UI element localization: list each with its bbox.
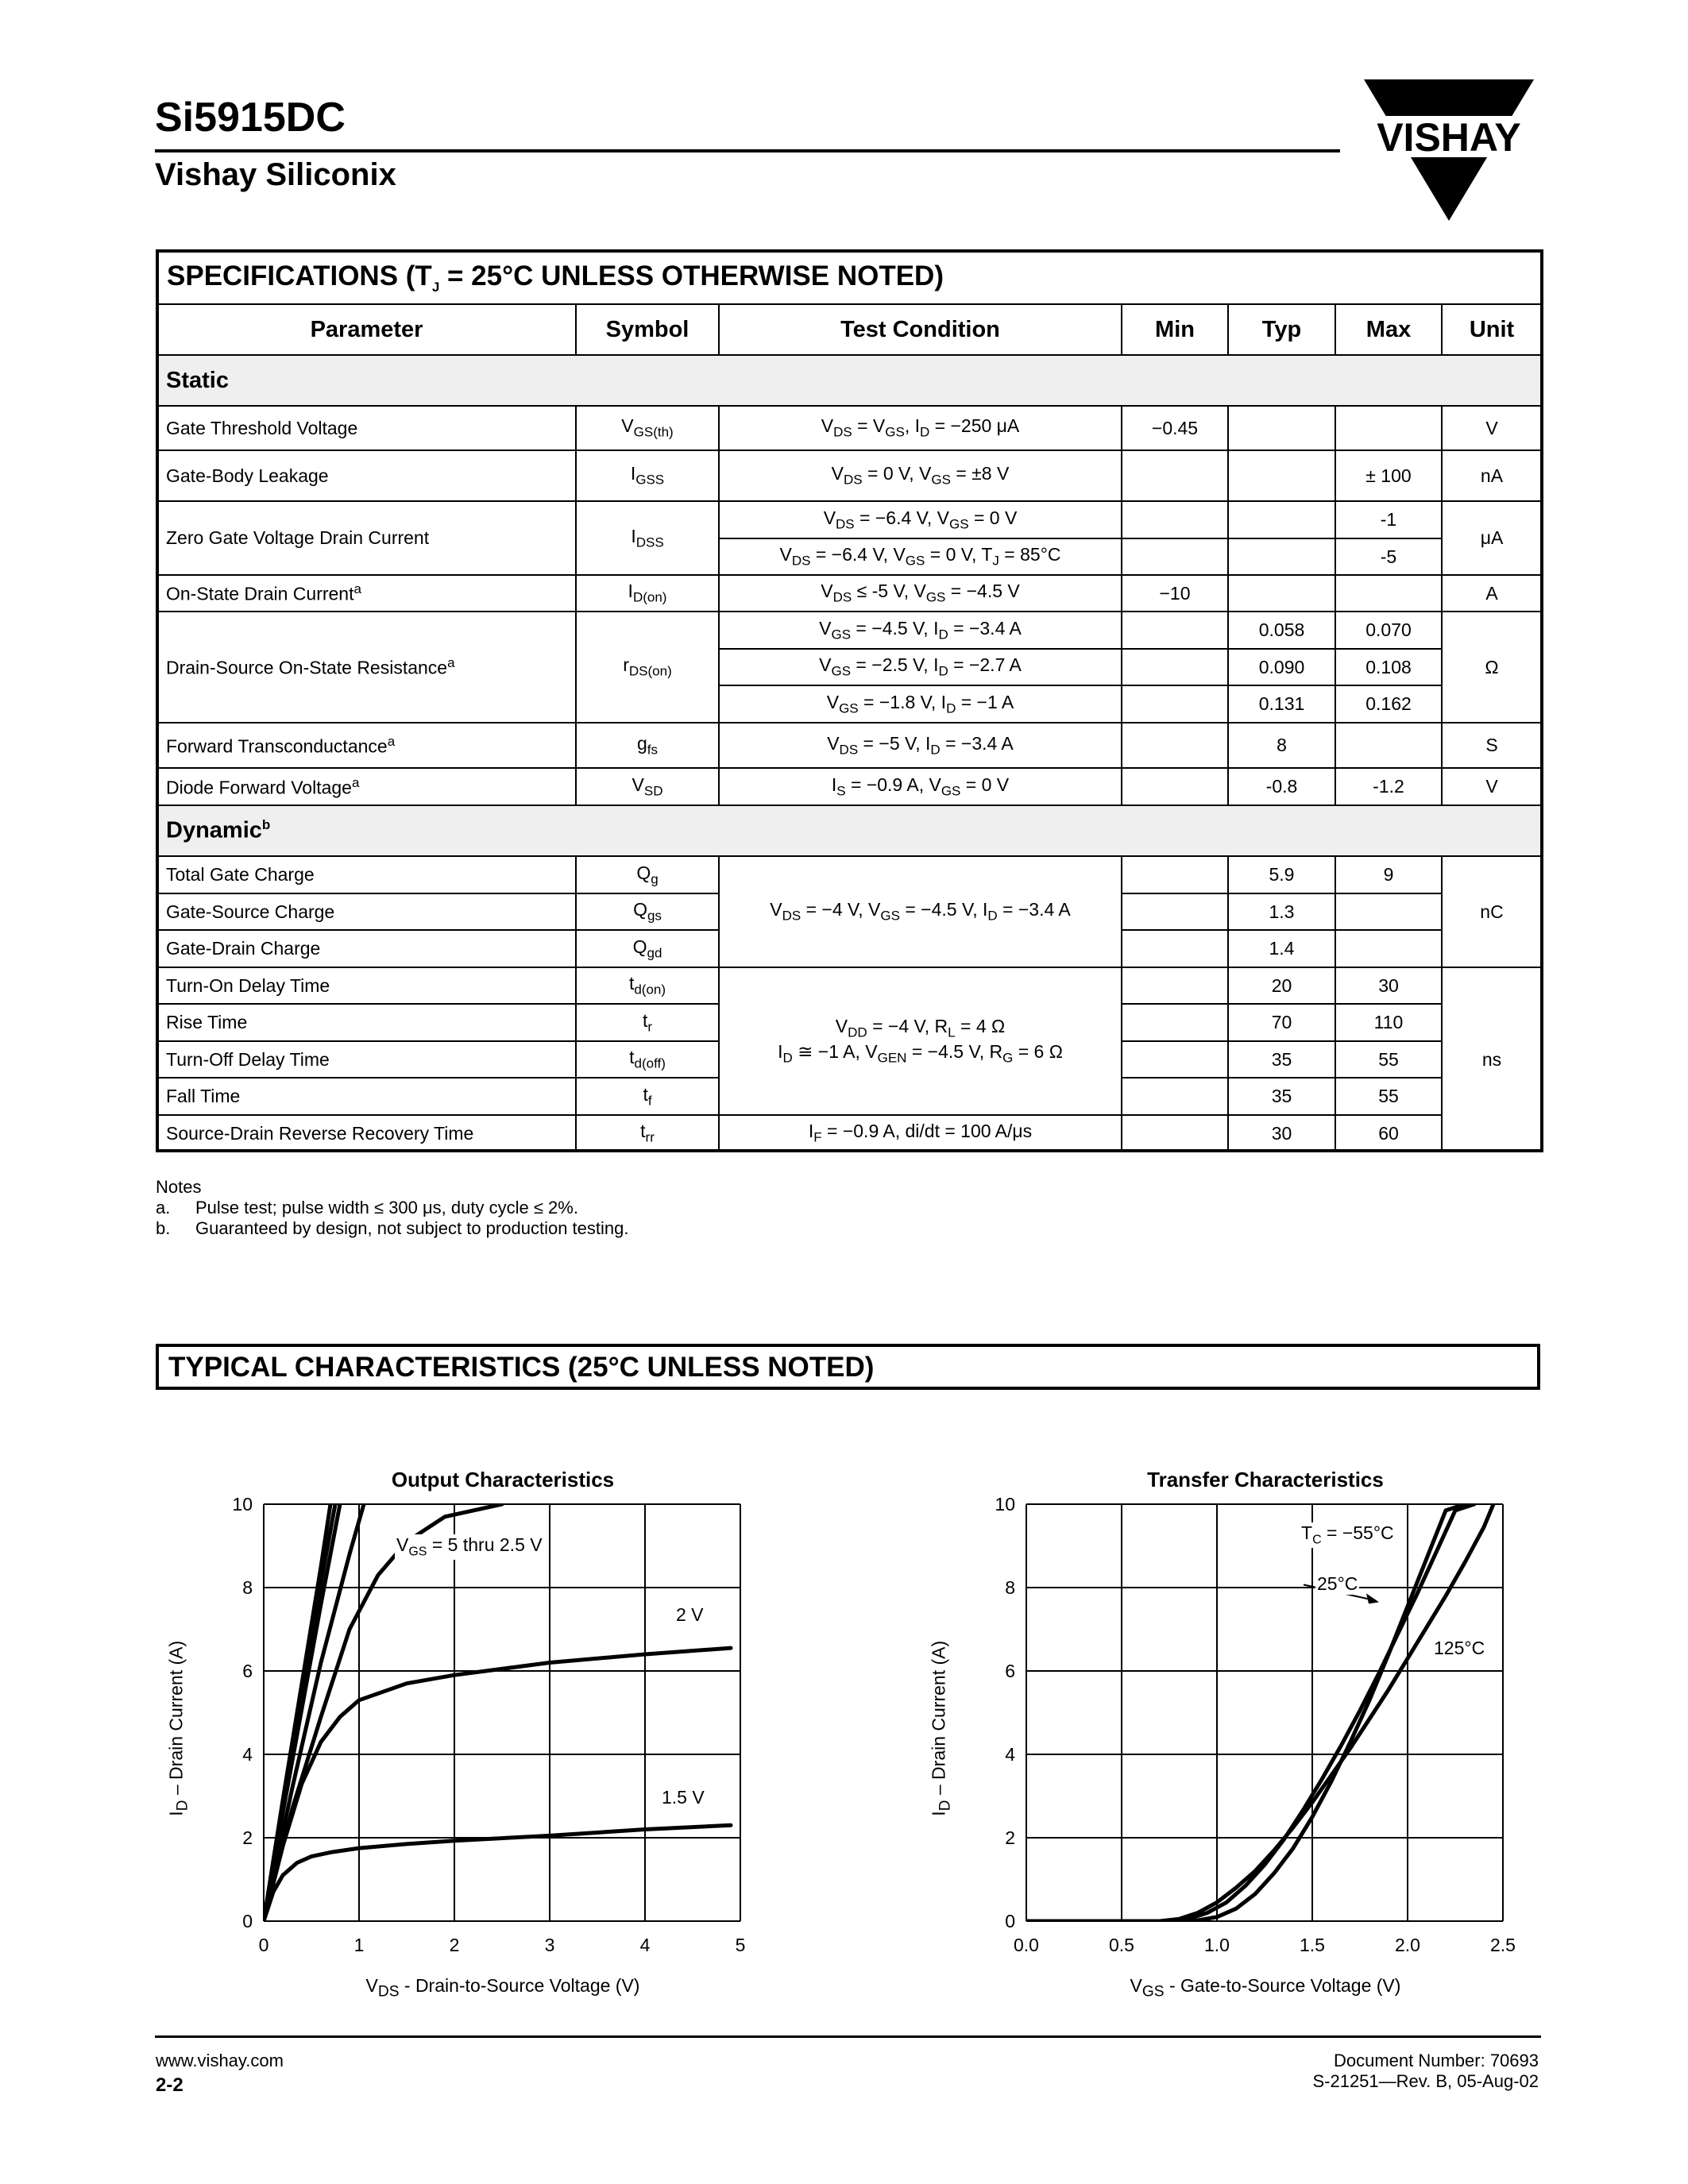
spec-table-title: SPECIFICATIONS ($T_J = 25^\circ C$ UNLESS OTHERWISE NOTED) — [157, 251, 1542, 304]
y-tick-label: 10 — [232, 1494, 253, 1515]
series-line — [264, 1825, 731, 1921]
table-row: Turn-Off Delay Time $t_{d(off)}$ 35 55 — [157, 1041, 1542, 1078]
table-row: $V_{GS} = -1.8$ V, $I_D = -1$ A 0.131 0.162 — [157, 685, 1542, 723]
table-row: Gate-Drain Charge $Q_{gd}$ 1.4 — [157, 930, 1542, 967]
label-125c: 125°C — [1434, 1638, 1485, 1658]
header-rule — [155, 149, 1340, 152]
y-tick-label: 6 — [242, 1661, 253, 1681]
x-tick-label: 2.5 — [1490, 1935, 1516, 1954]
y-tick-label: 4 — [1005, 1744, 1015, 1765]
table-row: Total Gate Charge $Q_g$ $V_{DS} = -4$ V, $V_{GS} = -4.5$ V, $I_D = -3.4$ A 5.9 9 nC — [157, 856, 1542, 893]
col-symbol: Symbol — [576, 304, 719, 355]
col-min: Min — [1122, 304, 1228, 355]
footer-rule — [155, 2035, 1541, 2038]
footer-revision: S-21251—Rev. B, 05-Aug-02 — [1312, 2071, 1539, 2091]
footer-website[interactable]: www.vishay.com — [156, 2051, 284, 2070]
footer-page-number: 2-2 — [156, 2074, 183, 2096]
company-name: Vishay Siliconix — [155, 157, 396, 192]
chart-title-output: Output Characteristics — [391, 1468, 615, 1491]
table-row: Turn-On Delay Time $t_{d(on)}$ $V_{DD} = -4$ V, $R_L = 4$ Ω $I_D$ ≅ −1 A, $V_{GEN} = -4.5$ V, $R_G = 6$ Ω 20 30 ns — [157, 967, 1542, 1004]
table-row: Forward Transconductance$^a$ $g_{fs}$ $V_{DS} = -5$ V, $I_D = -3.4$ A 8 S — [157, 723, 1542, 768]
table-row: Drain-Source On-State Resistance$^a$ $r_{DS(on)}$ $V_{GS} = -4.5$ V, $I_D = -3.4$ A 0.058 0.070 Ω — [157, 612, 1542, 649]
x-tick-label: 1 — [353, 1935, 365, 1954]
y-tick-label: 8 — [242, 1577, 253, 1598]
chart-title-transfer: Transfer Characteristics — [1147, 1468, 1384, 1491]
col-parameter: Parameter — [157, 304, 576, 355]
section-dynamic: Dynamic$^b$ — [157, 805, 1542, 856]
table-row: Zero Gate Voltage Drain Current $I_{DSS}$ $V_{DS} = -6.4$ V, $V_{GS} = 0$ V -1 μA — [157, 501, 1542, 538]
logo-text: VISHAY — [1377, 115, 1521, 160]
part-number: Si5915DC — [155, 95, 346, 141]
col-typ: Typ — [1228, 304, 1335, 355]
y-tick-label: 8 — [1005, 1577, 1015, 1598]
footer-document-number: Document Number: 70693 — [1333, 2051, 1539, 2070]
label-vgs-5-thru-2-5: $V_{GS} = 5$ thru 2.5 V — [396, 1534, 543, 1559]
y-tick-label: 4 — [242, 1744, 253, 1765]
output-characteristics-chart — [214, 1493, 771, 1954]
note-b: Guaranteed by design, not subject to production testing. — [195, 1218, 629, 1238]
y-tick-label: 2 — [1005, 1827, 1015, 1848]
y-axis-label-output: $I_D$ – Drain Current (A) — [165, 1640, 191, 1816]
section-static: Static — [157, 355, 1542, 406]
table-row: Source-Drain Reverse Recovery Time $t_{rr}$ $I_F = -0.9$ A, di/dt = 100 A/μs 30 60 — [157, 1115, 1542, 1152]
table-row: Gate Threshold Voltage $V_{GS(th)}$ $V_{DS} = V_{GS}$, $I_D = -250$ μA −0.45 V — [157, 406, 1542, 450]
table-row: $V_{DS} = -6.4$ V, $V_{GS} = 0$ V, $T_J = 85^\circ C$ -5 — [157, 538, 1542, 575]
table-row: Rise Time $t_r$ 70 110 — [157, 1004, 1542, 1041]
notes-heading: Notes — [156, 1177, 202, 1197]
x-tick-label: 0 — [258, 1935, 269, 1954]
col-test-condition: Test Condition — [719, 304, 1122, 355]
table-row: Fall Time $t_f$ 35 55 — [157, 1078, 1542, 1115]
table-row: On-State Drain Current$^a$ $I_{D(on)}$ $V_{DS} \le -5$ V, $V_{GS} = -4.5$ V −10 A — [157, 575, 1542, 612]
label-2v: 2 V — [676, 1604, 704, 1625]
table-row: Gate-Source Charge $Q_{gs}$ 1.3 — [157, 893, 1542, 930]
transfer-characteristics-chart — [977, 1493, 1533, 1954]
vishay-logo — [1364, 79, 1534, 222]
table-row: Diode Forward Voltage$^a$ $V_{SD}$ $I_S = -0.9$ A, $V_{GS} = 0$ V -0.8 -1.2 V — [157, 768, 1542, 805]
y-tick-label: 10 — [995, 1494, 1015, 1515]
y-tick-label: 2 — [242, 1827, 253, 1848]
x-tick-label: 2.0 — [1395, 1935, 1420, 1954]
x-tick-label: 0.0 — [1014, 1935, 1039, 1954]
note-a: Pulse test; pulse width ≤ 300 μs, duty cycle ≤ 2%. — [195, 1198, 578, 1217]
series-line — [264, 1648, 731, 1921]
x-tick-label: 0.5 — [1109, 1935, 1134, 1954]
label-1-5v: 1.5 V — [662, 1787, 705, 1808]
series-line — [1026, 1504, 1465, 1921]
spec-header-row — [157, 304, 1542, 355]
col-unit: Unit — [1442, 304, 1542, 355]
label-tc-minus-55: $T_C = -55^\circ C$ — [1301, 1522, 1394, 1547]
y-axis-label-transfer: $I_D$ – Drain Current (A) — [928, 1640, 954, 1816]
x-tick-label: 1.0 — [1204, 1935, 1230, 1954]
x-tick-label: 2 — [449, 1935, 460, 1954]
annotation-arrowhead-25c — [1366, 1593, 1379, 1603]
x-axis-label-output: $V_{DS}$ - Drain-to-Source Voltage (V) — [365, 1975, 640, 2001]
table-row: Gate-Body Leakage $I_{GSS}$ $V_{DS} = 0$ V, $V_{GS} = \pm 8$ V ± 100 nA — [157, 450, 1542, 501]
x-axis-label-transfer: $V_{GS}$ - Gate-to-Source Voltage (V) — [1130, 1975, 1401, 2001]
typical-characteristics-banner: TYPICAL CHARACTERISTICS (25°C UNLESS NOTED) — [156, 1344, 1540, 1390]
x-tick-label: 1.5 — [1300, 1935, 1325, 1954]
y-tick-label: 0 — [242, 1911, 253, 1931]
col-max: Max — [1335, 304, 1442, 355]
x-tick-label: 4 — [639, 1935, 651, 1954]
y-tick-label: 0 — [1005, 1911, 1015, 1931]
notes: Notes a. Pulse test; pulse width ≤ 300 μs, duty cycle ≤ 2%. b. Guaranteed by design, not subject to production testing. — [156, 1177, 629, 1238]
table-row: $V_{GS} = -2.5$ V, $I_D = -2.7$ A 0.090 0.108 — [157, 649, 1542, 685]
x-tick-label: 3 — [544, 1935, 555, 1954]
y-tick-label: 6 — [1005, 1661, 1015, 1681]
x-tick-label: 5 — [735, 1935, 746, 1954]
specifications-table — [156, 249, 1543, 1152]
label-25c: 25°C — [1317, 1573, 1358, 1594]
